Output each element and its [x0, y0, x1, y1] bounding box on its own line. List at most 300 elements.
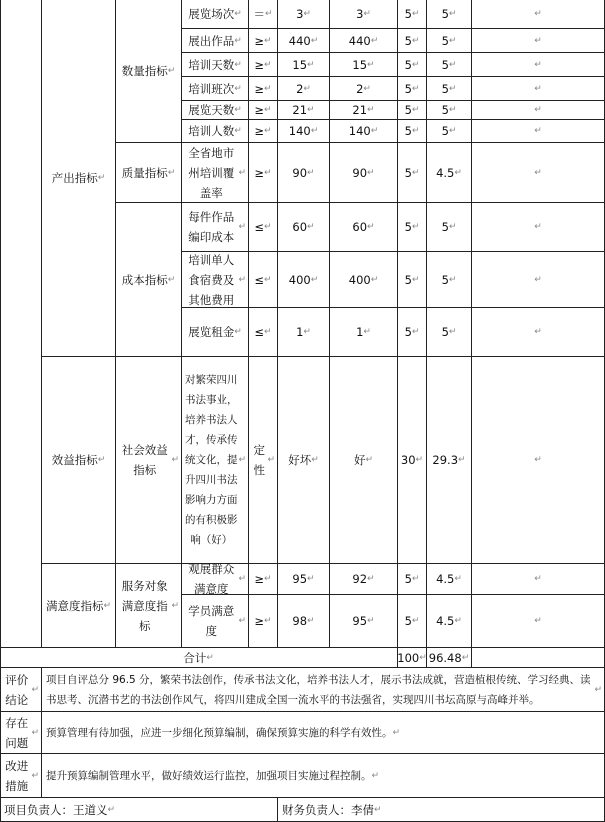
metric-name	[182, 29, 249, 53]
weight-value-text: 5	[404, 272, 412, 287]
metric-name	[182, 564, 249, 595]
weight-value	[398, 203, 427, 252]
operator-text: ≤	[254, 272, 265, 287]
operator-text: ≥	[254, 572, 265, 586]
eval-text-text: 项目自评总分 96.5 分，繁荣书法创作，传承书法文化，培养书法人才，展示书法成就，营造植根传统、学习经典、读书思考、沉潜书艺的书法创作风气，将四川建成全国一流水平的书法强省，实现四川书坛高原与高峰并举。	[46, 673, 591, 706]
paragraph-mark-icon: ↵	[264, 105, 272, 115]
operator-text: ≥	[254, 614, 265, 628]
score-value	[427, 357, 472, 564]
paragraph-mark-icon: ↵	[367, 59, 375, 70]
project-lead-text: 项目负责人：王道义	[4, 802, 108, 817]
metric-name-text: 展出作品	[188, 33, 235, 48]
paragraph-mark-icon: ↵	[31, 727, 39, 738]
paragraph-mark-icon: ↵	[234, 59, 242, 70]
actual-value	[330, 308, 398, 357]
metric-name-text: 展览天数	[188, 103, 235, 117]
target-value-text: 1	[296, 325, 304, 339]
target-value	[278, 77, 330, 101]
actual-value	[330, 53, 398, 77]
remark-cell	[472, 53, 605, 77]
weight-value-text: 5	[404, 614, 412, 628]
paragraph-mark-icon: ↵	[234, 327, 242, 337]
score-value-text: 4.5	[436, 572, 455, 586]
paragraph-mark-icon: ↵	[367, 167, 375, 178]
paragraph-mark-icon: ↵	[310, 35, 319, 46]
issues-text	[42, 712, 605, 754]
paragraph-mark-icon: ↵	[415, 455, 424, 465]
paragraph-mark-icon: ↵	[411, 126, 420, 136]
level1-output-text: 产出指标	[51, 171, 98, 185]
paragraph-mark-icon: ↵	[534, 327, 542, 337]
score-value-text: 5	[441, 81, 449, 96]
metric-name	[182, 53, 249, 77]
weight-value	[398, 564, 427, 595]
operator-text: ＝	[253, 7, 265, 21]
score-value	[427, 143, 472, 203]
paragraph-mark-icon: ↵	[103, 600, 112, 611]
remark-cell	[472, 252, 605, 308]
measures-label-text: 改进措施	[5, 758, 29, 793]
paragraph-mark-icon: ↵	[363, 9, 371, 19]
target-value	[278, 29, 330, 53]
paragraph-mark-icon: ↵	[594, 684, 602, 695]
target-value	[278, 564, 330, 595]
paragraph-mark-icon: ↵	[411, 105, 420, 115]
level2-social-text: 社会效益指标	[121, 443, 168, 477]
paragraph-mark-icon: ↵	[303, 83, 311, 94]
score-value-text: 5	[441, 325, 449, 339]
paragraph-mark-icon: ↵	[238, 616, 246, 626]
operator	[249, 595, 278, 648]
paragraph-mark-icon: ↵	[206, 652, 214, 663]
paragraph-mark-icon: ↵	[234, 35, 242, 46]
paragraph-mark-icon: ↵	[307, 167, 315, 178]
paragraph-mark-icon: ↵	[238, 274, 246, 285]
weight-value-text: 30	[400, 453, 416, 467]
score-value-text: 5	[441, 272, 449, 287]
total-remark	[472, 648, 605, 668]
target-value-text: 60	[292, 220, 308, 234]
weight-value	[398, 595, 427, 648]
operator-text: ≥	[254, 124, 265, 138]
weight-value	[398, 29, 427, 53]
target-value	[278, 0, 330, 29]
paragraph-mark-icon: ↵	[411, 574, 420, 584]
weight-value	[398, 120, 427, 143]
level2-cost	[116, 203, 182, 357]
paragraph-mark-icon: ↵	[167, 66, 176, 76]
actual-value	[330, 564, 398, 595]
paragraph-mark-icon: ↵	[454, 574, 462, 584]
actual-value-text: 92	[352, 572, 368, 586]
metric-name-text: 观展群众满意度	[188, 562, 235, 596]
weight-value-text: 5	[404, 7, 412, 21]
target-value	[278, 203, 330, 252]
issues-text-text: 预算管理有待加强，应进一步细化预算编制，确保预算实施的科学有效性。	[46, 726, 393, 739]
paragraph-mark-icon: ↵	[448, 59, 457, 70]
level2-service	[116, 564, 182, 648]
project-lead	[0, 798, 278, 822]
weight-value	[398, 357, 427, 564]
paragraph-mark-icon: ↵	[374, 804, 382, 815]
paragraph-mark-icon: ↵	[448, 35, 457, 46]
paragraph-mark-icon: ↵	[264, 35, 272, 46]
paragraph-mark-icon: ↵	[411, 167, 420, 178]
paragraph-mark-icon: ↵	[461, 652, 470, 663]
target-value-text: 90	[292, 165, 308, 180]
paragraph-mark-icon: ↵	[371, 770, 380, 781]
weight-value	[398, 77, 427, 101]
paragraph-mark-icon: ↵	[310, 274, 319, 285]
paragraph-mark-icon: ↵	[448, 83, 457, 94]
paragraph-mark-icon: ↵	[264, 59, 272, 70]
paragraph-mark-icon: ↵	[411, 9, 420, 19]
paragraph-mark-icon: ↵	[392, 727, 401, 738]
paragraph-mark-icon: ↵	[234, 126, 242, 136]
paragraph-mark-icon: ↵	[264, 574, 272, 584]
remark-cell	[472, 120, 605, 143]
operator-text: ≥	[254, 103, 265, 117]
target-value	[278, 143, 330, 203]
target-value-text: 400	[288, 272, 311, 287]
operator	[249, 53, 278, 77]
metric-name-text: 培训单人食宿费及其他费用	[188, 252, 235, 307]
level2-social	[116, 357, 182, 564]
paragraph-mark-icon: ↵	[448, 105, 457, 115]
paragraph-mark-icon: ↵	[534, 455, 542, 465]
metric-name-text: 展览场次	[188, 7, 235, 21]
actual-value	[330, 252, 398, 308]
metric-name	[182, 308, 249, 357]
score-value	[427, 101, 472, 120]
paragraph-mark-icon: ↵	[171, 600, 179, 611]
metric-name-text: 对繁荣四川书法事业，培养书法人才，传承传统文化，提升四川书法影响力方面的有积极影响（好）	[184, 374, 238, 546]
paragraph-mark-icon: ↵	[534, 274, 542, 285]
target-value-text: 15	[292, 57, 308, 72]
metric-name	[182, 203, 249, 252]
remark-cell	[472, 203, 605, 252]
paragraph-mark-icon: ↵	[264, 167, 272, 178]
total-score-text: 96.48	[428, 650, 462, 665]
level2-quantity-text: 数量指标	[121, 64, 168, 78]
weight-value	[398, 252, 427, 308]
actual-value-text: 2	[356, 81, 364, 96]
weight-value	[398, 101, 427, 120]
total-score	[427, 648, 472, 668]
paragraph-mark-icon: ↵	[307, 616, 315, 626]
metric-name	[182, 77, 249, 101]
paragraph-mark-icon: ↵	[411, 222, 420, 232]
paragraph-mark-icon: ↵	[238, 222, 246, 232]
operator	[249, 203, 278, 252]
target-value-text: 好坏	[288, 453, 312, 467]
paragraph-mark-icon: ↵	[534, 105, 542, 115]
metric-name	[182, 0, 249, 29]
paragraph-mark-icon: ↵	[534, 574, 542, 584]
paragraph-mark-icon: ↵	[367, 105, 375, 115]
paragraph-mark-icon: ↵	[234, 105, 242, 115]
paragraph-mark-icon: ↵	[411, 616, 420, 626]
paragraph-mark-icon: ↵	[534, 126, 542, 136]
level2-quality	[116, 143, 182, 203]
score-value-text: 5	[441, 7, 449, 21]
actual-value-text: 15	[352, 57, 368, 72]
weight-value-text: 5	[404, 57, 412, 72]
measures-text	[42, 754, 605, 798]
paragraph-mark-icon: ↵	[370, 274, 379, 285]
paragraph-mark-icon: ↵	[264, 126, 272, 136]
metric-name	[182, 595, 249, 648]
metric-name-text: 培训班次	[188, 81, 235, 96]
score-value	[427, 0, 472, 29]
paragraph-mark-icon: ↵	[97, 455, 106, 465]
score-value	[427, 77, 472, 101]
paragraph-mark-icon: ↵	[411, 274, 420, 285]
paragraph-mark-icon: ↵	[234, 9, 242, 19]
level1-satisfaction-text: 满意度指标	[45, 598, 104, 613]
score-value	[427, 564, 472, 595]
operator	[249, 143, 278, 203]
target-value-text: 3	[296, 7, 304, 21]
score-value-text: 4.5	[436, 165, 455, 180]
paragraph-mark-icon: ↵	[31, 770, 39, 781]
target-value	[278, 595, 330, 648]
operator-text: ≥	[254, 81, 265, 96]
metric-name-text: 学员满意度	[188, 604, 235, 638]
operator	[249, 77, 278, 101]
score-value-text: 5	[441, 103, 449, 117]
paragraph-mark-icon: ↵	[448, 222, 457, 232]
paragraph-mark-icon: ↵	[458, 455, 466, 465]
remark-cell	[472, 101, 605, 120]
paragraph-mark-icon: ↵	[264, 9, 273, 19]
paragraph-mark-icon: ↵	[367, 574, 375, 584]
actual-value	[330, 595, 398, 648]
operator-text: ≥	[254, 57, 265, 72]
target-value-text: 440	[288, 33, 311, 48]
finance-lead-text: 财务负责人：李倩	[282, 802, 374, 817]
total-weight-text: 100	[397, 650, 420, 665]
paragraph-mark-icon: ↵	[303, 9, 311, 19]
eval-label	[0, 668, 42, 712]
actual-value-text: 440	[348, 33, 371, 48]
paragraph-mark-icon: ↵	[534, 59, 542, 70]
score-value-text: 5	[441, 57, 449, 72]
score-value	[427, 308, 472, 357]
measures-text-text: 提升预算编制管理水平，做好绩效运行监控，加强项目实施过程控制。	[46, 769, 372, 782]
weight-value-text: 5	[404, 220, 412, 234]
target-value	[278, 308, 330, 357]
metric-name	[182, 252, 249, 308]
remark-cell	[472, 595, 605, 648]
paragraph-mark-icon: ↵	[534, 35, 542, 46]
paragraph-mark-icon: ↵	[448, 126, 457, 136]
finance-lead	[278, 798, 605, 822]
target-value-text: 140	[288, 124, 311, 138]
paragraph-mark-icon: ↵	[307, 59, 315, 70]
paragraph-mark-icon: ↵	[238, 455, 246, 465]
actual-value	[330, 120, 398, 143]
metric-name	[182, 143, 249, 203]
operator	[249, 120, 278, 143]
paragraph-mark-icon: ↵	[167, 167, 176, 178]
target-value	[278, 53, 330, 77]
level1-satisfaction	[42, 564, 116, 648]
target-value-text: 2	[296, 81, 304, 96]
weight-value	[398, 143, 427, 203]
operator	[249, 564, 278, 595]
paragraph-mark-icon: ↵	[534, 222, 542, 232]
target-value	[278, 357, 330, 564]
level2-service-text: 服务对象满意度指标	[121, 578, 168, 633]
actual-value	[330, 357, 398, 564]
actual-value	[330, 101, 398, 120]
total-weight	[398, 648, 427, 668]
metric-name-text: 培训人数	[188, 124, 235, 138]
level2-quality-text: 质量指标	[121, 165, 168, 180]
target-value	[278, 252, 330, 308]
score-value-text: 5	[441, 33, 449, 48]
actual-value	[330, 0, 398, 29]
remark-cell	[472, 564, 605, 595]
weight-value-text: 5	[404, 33, 412, 48]
paragraph-mark-icon: ↵	[234, 83, 242, 94]
paragraph-mark-icon: ↵	[264, 222, 272, 232]
paragraph-mark-icon: ↵	[310, 126, 319, 136]
score-value	[427, 53, 472, 77]
operator	[249, 0, 278, 29]
paragraph-mark-icon: ↵	[411, 35, 420, 46]
operator	[249, 29, 278, 53]
paragraph-mark-icon: ↵	[411, 327, 420, 337]
score-value-text: 4.5	[436, 614, 455, 628]
paragraph-mark-icon: ↵	[167, 274, 176, 285]
score-value-text: 5	[441, 124, 449, 138]
level1-benefit	[42, 357, 116, 564]
score-value	[427, 252, 472, 308]
target-value-text: 21	[292, 103, 308, 117]
operator-text: ≥	[254, 165, 265, 180]
weight-value-text: 5	[404, 103, 412, 117]
target-value	[278, 101, 330, 120]
actual-value-text: 95	[352, 614, 368, 628]
paragraph-mark-icon: ↵	[307, 574, 315, 584]
paragraph-mark-icon: ↵	[370, 126, 379, 136]
issues-label	[0, 712, 42, 754]
weight-value	[398, 53, 427, 77]
paragraph-mark-icon: ↵	[97, 173, 106, 183]
actual-value-text: 140	[348, 124, 371, 138]
paragraph-mark-icon: ↵	[534, 9, 542, 19]
paragraph-mark-icon: ↵	[363, 327, 371, 337]
actual-value-text: 21	[352, 103, 368, 117]
paragraph-mark-icon: ↵	[448, 327, 457, 337]
operator	[249, 357, 278, 564]
metric-name	[182, 120, 249, 143]
issues-label-text: 存在问题	[5, 715, 29, 750]
remark-cell	[472, 308, 605, 357]
weight-value-text: 5	[404, 124, 412, 138]
operator	[249, 252, 278, 308]
metric-name-text: 每件作品编印成本	[188, 210, 235, 244]
paragraph-mark-icon: ↵	[454, 616, 462, 626]
level1-output	[42, 0, 116, 357]
paragraph-mark-icon: ↵	[448, 9, 457, 19]
paragraph-mark-icon: ↵	[238, 574, 246, 584]
operator-text: ≤	[254, 325, 265, 339]
metric-name	[182, 101, 249, 120]
measures-label	[0, 754, 42, 798]
score-value	[427, 203, 472, 252]
remark-cell	[472, 357, 605, 564]
operator-text: ≤	[254, 220, 265, 234]
paragraph-mark-icon: ↵	[264, 274, 272, 285]
paragraph-mark-icon: ↵	[303, 327, 311, 337]
weight-value	[398, 308, 427, 357]
operator-text: ≥	[254, 33, 265, 48]
paragraph-mark-icon: ↵	[171, 455, 179, 465]
paragraph-mark-icon: ↵	[411, 83, 420, 94]
metric-name-text: 展览租金	[188, 325, 235, 339]
score-value	[427, 120, 472, 143]
weight-value-text: 5	[404, 572, 412, 586]
actual-value-text: 1	[356, 325, 364, 339]
actual-value	[330, 143, 398, 203]
actual-value-text: 60	[352, 220, 368, 234]
paragraph-mark-icon: ↵	[534, 616, 542, 626]
paragraph-mark-icon: ↵	[454, 167, 462, 178]
score-value	[427, 29, 472, 53]
actual-value-text: 3	[356, 7, 364, 21]
paragraph-mark-icon: ↵	[367, 222, 375, 232]
remark-cell	[472, 0, 605, 29]
target-value	[278, 120, 330, 143]
operator-text: 定性	[253, 443, 265, 477]
paragraph-mark-icon: ↵	[365, 455, 374, 465]
score-value-text: 29.3	[432, 453, 459, 467]
paragraph-mark-icon: ↵	[238, 167, 246, 178]
actual-value	[330, 203, 398, 252]
weight-value-text: 5	[404, 165, 412, 180]
paragraph-mark-icon: ↵	[267, 455, 275, 465]
total-label	[0, 648, 398, 668]
paragraph-mark-icon: ↵	[534, 83, 542, 94]
actual-value	[330, 77, 398, 101]
metric-name-text: 培训天数	[188, 57, 235, 72]
score-value-text: 5	[441, 220, 449, 234]
paragraph-mark-icon: ↵	[264, 327, 272, 337]
indicator-gutter	[0, 0, 42, 648]
eval-label-text: 评价结论	[5, 672, 29, 707]
paragraph-mark-icon: ↵	[419, 652, 427, 663]
paragraph-mark-icon: ↵	[411, 59, 420, 70]
remark-cell	[472, 143, 605, 203]
target-value-text: 95	[292, 572, 308, 586]
paragraph-mark-icon: ↵	[367, 616, 375, 626]
weight-value-text: 5	[404, 81, 412, 96]
actual-value-text: 400	[348, 272, 371, 287]
paragraph-mark-icon: ↵	[264, 83, 272, 94]
actual-value-text: 90	[352, 165, 368, 180]
paragraph-mark-icon: ↵	[307, 222, 315, 232]
paragraph-mark-icon: ↵	[448, 274, 457, 285]
paragraph-mark-icon: ↵	[264, 616, 272, 626]
level2-quantity	[116, 0, 182, 143]
paragraph-mark-icon: ↵	[534, 167, 542, 178]
weight-value	[398, 0, 427, 29]
paragraph-mark-icon: ↵	[363, 83, 371, 94]
actual-value-text: 好	[353, 453, 366, 467]
